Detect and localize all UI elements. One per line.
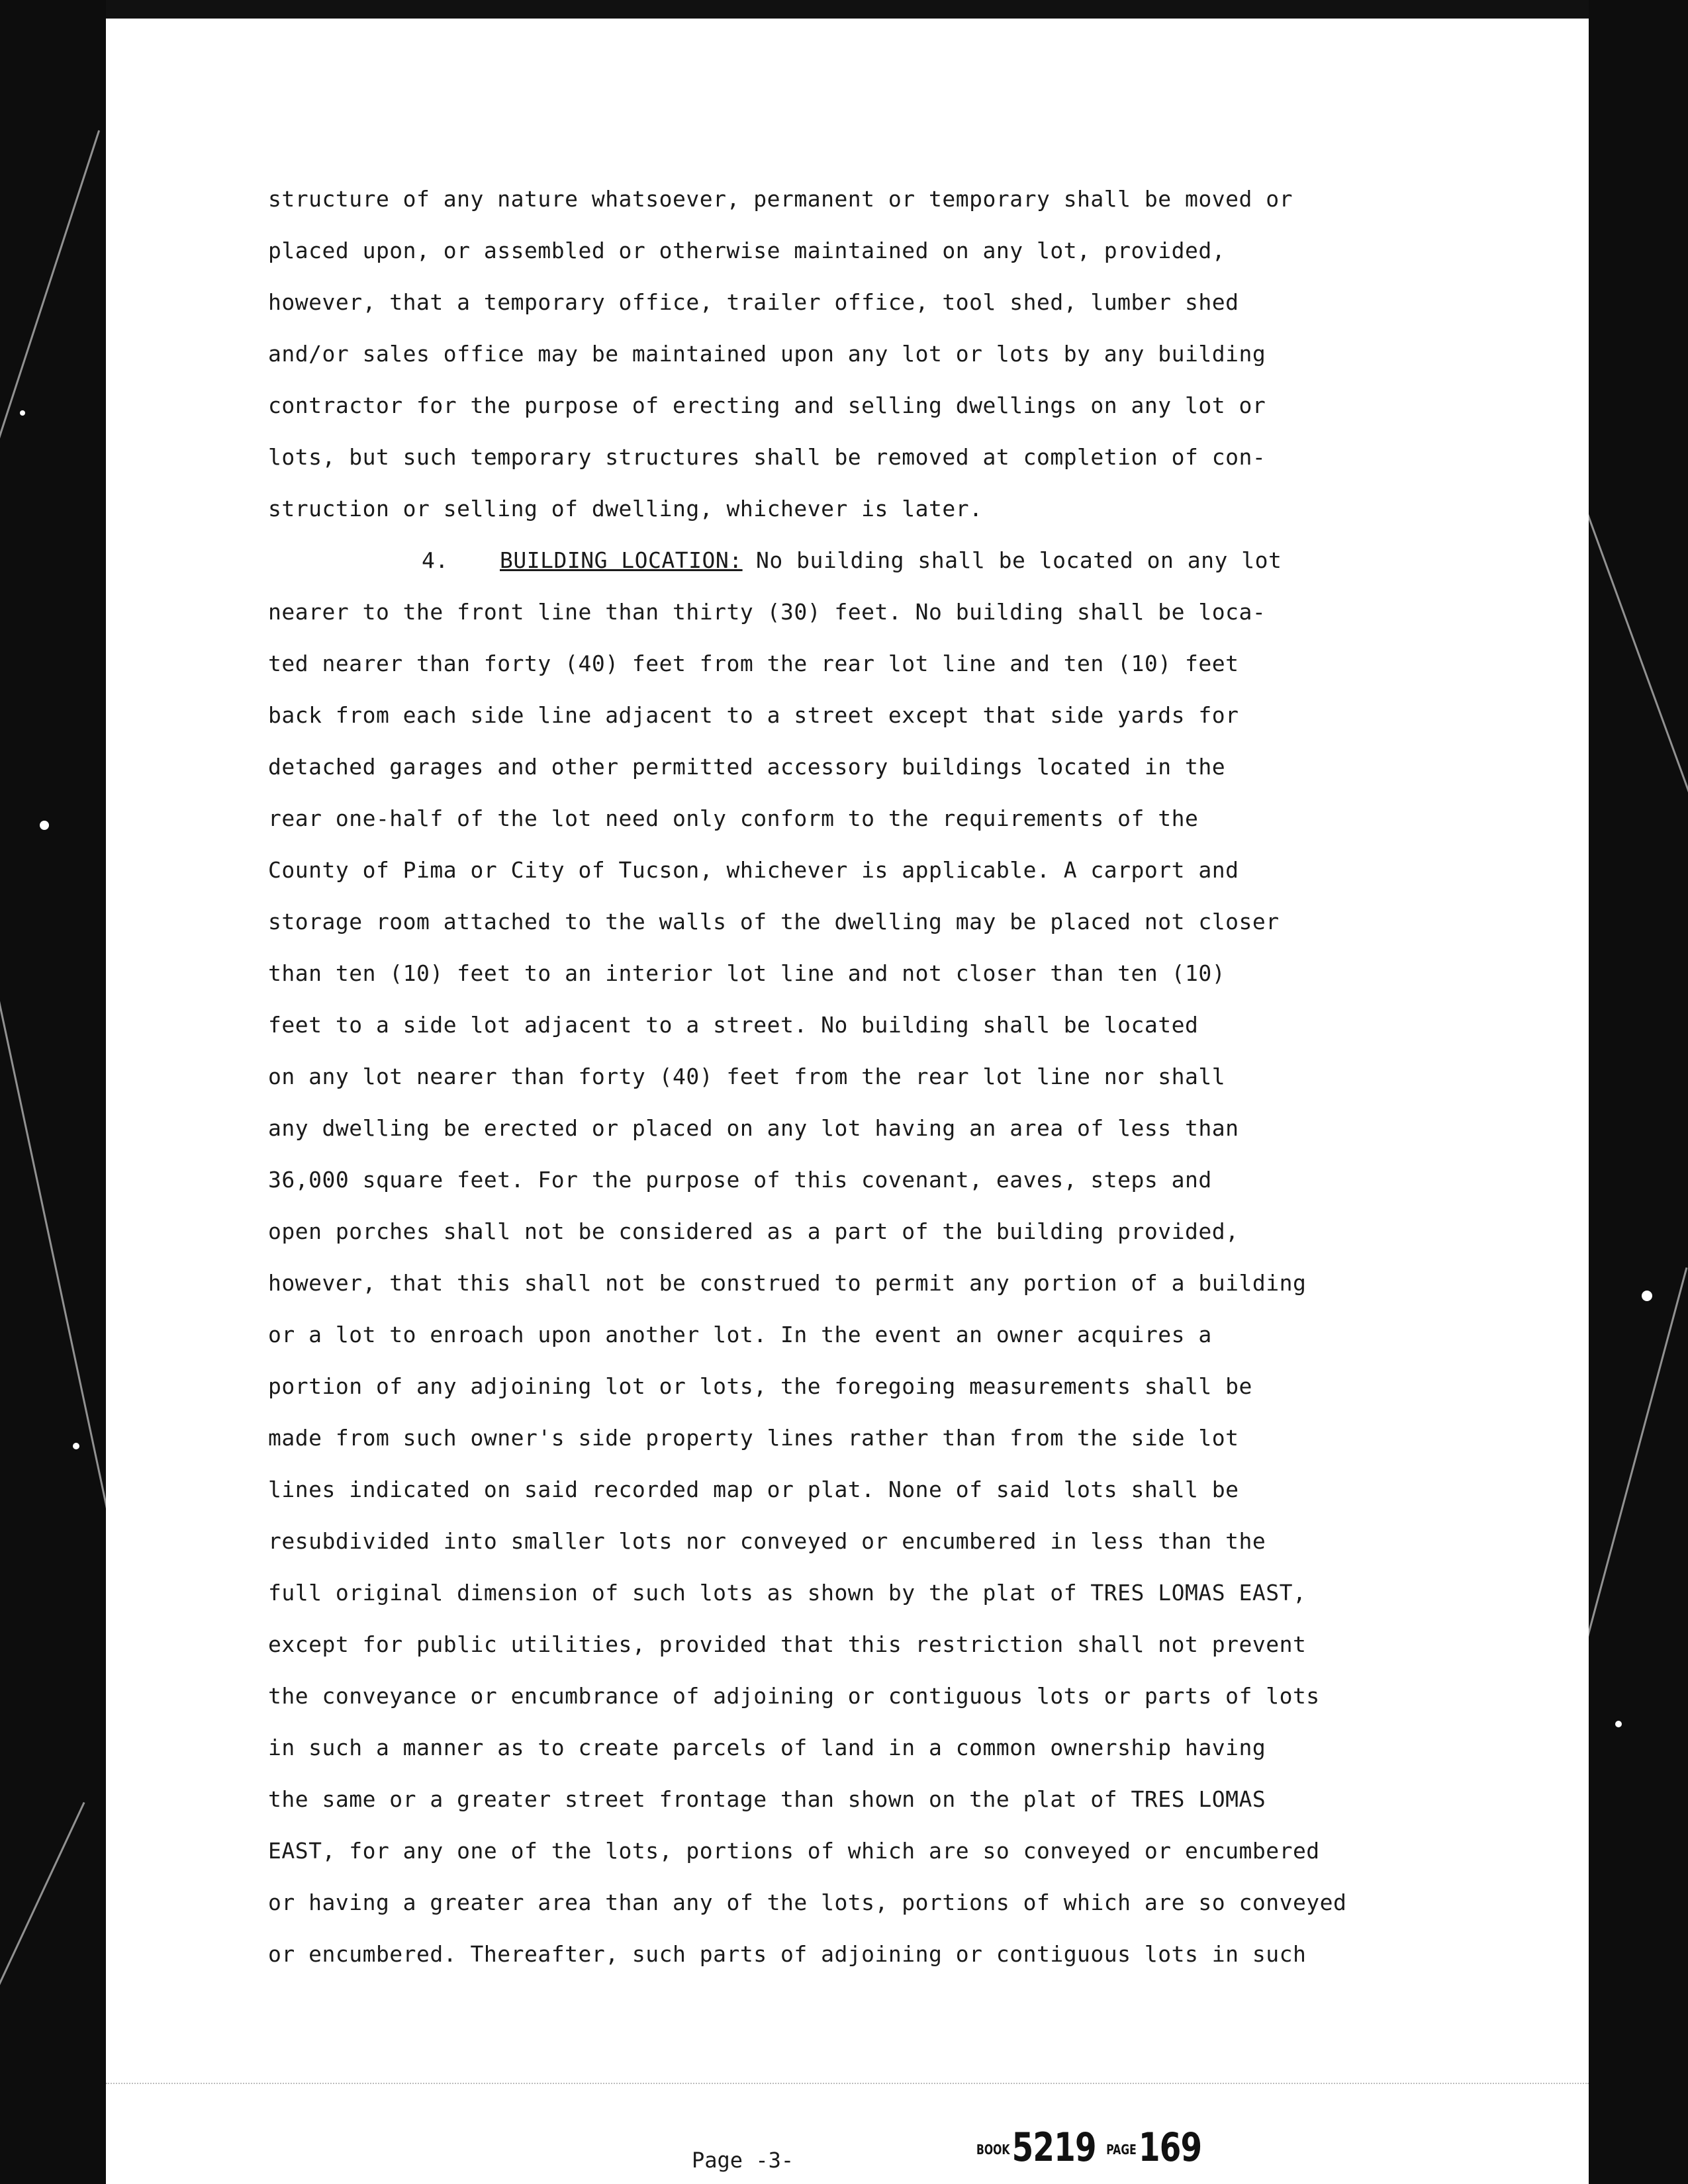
text-line: or a lot to enroach upon another lot. In the event an owner acquires a <box>268 1322 1212 1347</box>
text-line: portion of any adjoining lot or lots, the foregoing measurements shall be <box>268 1373 1252 1399</box>
text-line: on any lot nearer than forty (40) feet from the rear lot line nor shall <box>268 1064 1226 1089</box>
scan-border-top <box>0 0 1688 19</box>
recording-stamp <box>976 2124 1201 2171</box>
text-line: lines indicated on said recorded map or plat. None of said lots shall be <box>268 1477 1239 1502</box>
text-line: the same or a greater street frontage than shown on the plat of TRES LOMAS <box>268 1786 1266 1812</box>
page-prefix: PAGE <box>1106 2142 1137 2158</box>
text-line: except for public utilities, provided that this restriction shall not prevent <box>268 1631 1307 1657</box>
text-line: detached garages and other permitted accessory buildings located in the <box>268 754 1226 780</box>
text-line: than ten (10) feet to an interior lot line and not closer than ten (10) <box>268 960 1226 986</box>
text-line: ted nearer than forty (40) feet from the rear lot line and ten (10) feet <box>268 651 1239 676</box>
text-line: the conveyance or encumbrance of adjoining or contiguous lots or parts of lots <box>268 1683 1320 1709</box>
text-line: rear one-half of the lot need only conform to the requirements of the <box>268 805 1199 831</box>
text-line: placed upon, or assembled or otherwise maintained on any lot, provided, <box>268 238 1226 263</box>
text-line: 36,000 square feet. For the purpose of this covenant, eaves, steps and <box>268 1167 1212 1193</box>
text-line: or having a greater area than any of the lots, portions of which are so conveyed <box>268 1889 1347 1915</box>
scan-border-right <box>1589 0 1688 2184</box>
document-body <box>268 173 1347 1980</box>
text-line: contractor for the purpose of erecting and selling dwellings on any lot or <box>268 392 1266 418</box>
text-line: full original dimension of such lots as shown by the plat of TRES LOMAS EAST, <box>268 1580 1307 1606</box>
text-line: however, that a temporary office, trailer office, tool shed, lumber shed <box>268 289 1239 315</box>
text-line: back from each side line adjacent to a street except that side yards for <box>268 702 1239 728</box>
text-line: EAST, for any one of the lots, portions of which are so conveyed or encumbered <box>268 1838 1320 1864</box>
text-line: however, that this shall not be construed to permit any portion of a building <box>268 1270 1307 1296</box>
section-heading: BUILDING LOCATION: <box>500 547 743 573</box>
text-line: struction or selling of dwelling, whichever is later. <box>268 496 983 522</box>
text-line: County of Pima or City of Tucson, whichever is applicable. A carport and <box>268 857 1239 883</box>
text-line: or encumbered. Thereafter, such parts of adjoining or contiguous lots in such <box>268 1941 1307 1967</box>
scan-border-left <box>0 0 106 2184</box>
text-line: open porches shall not be considered as a part of the building provided, <box>268 1218 1239 1244</box>
section-first-text: No building shall be located on any lot <box>742 547 1282 573</box>
page-number-label: Page -3- <box>692 2148 794 2173</box>
section-number: 4. <box>422 547 449 573</box>
text-line: resubdivided into smaller lots nor conveyed or encumbered in less than the <box>268 1528 1266 1554</box>
text-line: feet to a side lot adjacent to a street. No building shall be located <box>268 1012 1199 1038</box>
text-line: nearer to the front line than thirty (30) feet. No building shall be loca- <box>268 599 1266 625</box>
footer-divider <box>106 2083 1589 2084</box>
section-first-line <box>268 535 1327 586</box>
book-number: 5219 <box>1011 2124 1096 2171</box>
text-line: storage room attached to the walls of the dwelling may be placed not closer <box>268 909 1280 934</box>
recorded-page-number: 169 <box>1138 2124 1202 2171</box>
text-line: made from such owner's side property lines rather than from the side lot <box>268 1425 1239 1451</box>
text-line: in such a manner as to create parcels of land in a common ownership having <box>268 1735 1266 1760</box>
text-line: any dwelling be erected or placed on any lot having an area of less than <box>268 1115 1239 1141</box>
book-prefix: BOOK <box>976 2142 1010 2158</box>
text-line: lots, but such temporary structures shall be removed at completion of con- <box>268 444 1266 470</box>
text-line: structure of any nature whatsoever, permanent or temporary shall be moved or <box>268 186 1293 212</box>
text-line: and/or sales office may be maintained upon any lot or lots by any building <box>268 341 1266 367</box>
